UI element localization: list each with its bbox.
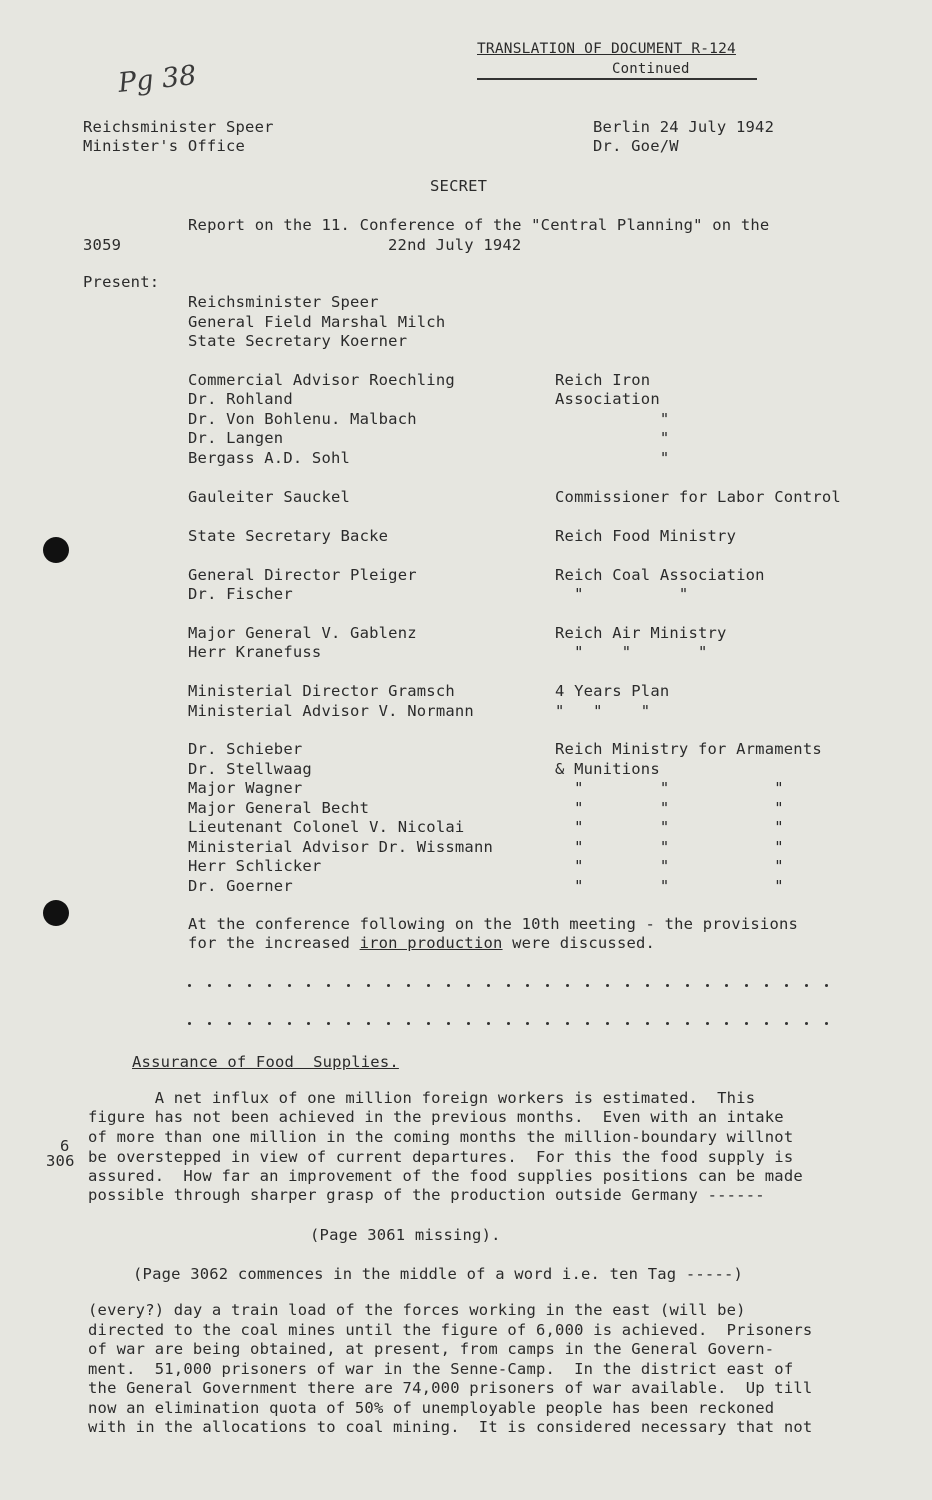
dot [626, 1022, 629, 1025]
dot [606, 984, 609, 987]
organization: " " " [555, 818, 784, 836]
organization: Reich Air Ministry [555, 624, 727, 642]
dot [427, 984, 430, 987]
dot [467, 984, 470, 987]
dot [367, 1022, 370, 1025]
note-underlined-text: iron production [359, 934, 503, 952]
attendee: Dr. Schieber [188, 740, 303, 758]
dot [646, 1022, 649, 1025]
attendee: Gauleiter Sauckel [188, 488, 351, 506]
paragraph-line: figure has not been achieved in the previous months. Even with an intake [88, 1108, 784, 1126]
dot [825, 1022, 828, 1025]
attendee: Herr Kranefuss [188, 643, 322, 661]
attendee: Commercial Advisor Roechling [188, 371, 455, 389]
dot [387, 1022, 390, 1025]
organization: Reich Ministry for Armaments [555, 740, 822, 758]
dot [347, 984, 350, 987]
dot [288, 984, 291, 987]
paragraph-line: be overstepped in view of current departures. For this the food supply is [88, 1148, 794, 1166]
punch-hole [43, 900, 69, 926]
dot [765, 984, 768, 987]
dot [407, 1022, 410, 1025]
paragraph-line: ment. 51,000 prisoners of war in the Senne-Camp. In the district east of [88, 1360, 794, 1378]
page-commences-note: (Page 3062 commences in the middle of a word i.e. ten Tag -----) [133, 1265, 744, 1283]
attendee: Lieutenant Colonel V. Nicolai [188, 818, 465, 836]
dot [546, 1022, 549, 1025]
dot [387, 984, 390, 987]
paragraph-line: possible through sharper grasp of the production outside Germany ------ [88, 1186, 765, 1204]
dot [745, 1022, 748, 1025]
report-title-line-2: 22nd July 1942 [388, 236, 522, 254]
attendee: Dr. Stellwaag [188, 760, 312, 778]
dot [566, 984, 569, 987]
continued-label: Continued [612, 61, 690, 77]
dot [188, 1022, 191, 1025]
organization: " " " [555, 799, 784, 817]
dot [228, 1022, 231, 1025]
organization: Reich Iron [555, 371, 651, 389]
dot [686, 984, 689, 987]
attendee: Reichsminister Speer [188, 293, 379, 311]
dot [745, 984, 748, 987]
dot [228, 984, 231, 987]
organization: " " " [555, 643, 708, 661]
attendee: Major General Becht [188, 799, 370, 817]
dot [825, 984, 828, 987]
dot [268, 984, 271, 987]
dot [785, 1022, 788, 1025]
dot [626, 984, 629, 987]
paragraph-line: of more than one million in the coming months the million-boundary willnot [88, 1128, 794, 1146]
sender-line-2: Minister's Office [83, 137, 246, 155]
paragraph-line: of war are being obtained, at present, from camps in the General Govern- [88, 1340, 775, 1358]
conference-note-line-2 [188, 934, 655, 954]
letter-date: Berlin 24 July 1942 [593, 118, 775, 136]
dot [686, 1022, 689, 1025]
attendee: Dr. Goerner [188, 877, 293, 895]
section-heading: Assurance of Food Supplies. [132, 1053, 399, 1071]
organization: Reich Coal Association [555, 566, 765, 584]
dot [427, 1022, 430, 1025]
attendee: General Director Pleiger [188, 566, 417, 584]
paragraph-line: with in the allocations to coal mining. It is considered necessary that not [88, 1418, 813, 1436]
dot [307, 984, 310, 987]
dot [666, 984, 669, 987]
dot [666, 1022, 669, 1025]
classification: SECRET [430, 177, 488, 195]
attendee: Major General V. Gablenz [188, 624, 417, 642]
paragraph-line: (every?) day a train load of the forces working in the east (will be) [88, 1301, 746, 1319]
attendee: Ministerial Advisor Dr. Wissmann [188, 838, 494, 856]
dot [606, 1022, 609, 1025]
dot [327, 984, 330, 987]
organization: " " " [555, 877, 784, 895]
dot [725, 1022, 728, 1025]
dot [507, 984, 510, 987]
dot [327, 1022, 330, 1025]
attendee: General Field Marshal Milch [188, 313, 446, 331]
dot [208, 984, 211, 987]
dot [447, 1022, 450, 1025]
attendee: State Secretary Backe [188, 527, 389, 545]
dot [526, 1022, 529, 1025]
organization: & Munitions [555, 760, 660, 778]
attendee: Dr. Rohland [188, 390, 293, 408]
paragraph-line: the General Government there are 74,000 prisoners of war available. Up till [88, 1379, 813, 1397]
dot [307, 1022, 310, 1025]
organization: 4 Years Plan [555, 682, 670, 700]
dot [785, 984, 788, 987]
dot [347, 1022, 350, 1025]
sender-line-1: Reichsminister Speer [83, 118, 274, 136]
margin-number: 306 [46, 1152, 75, 1170]
dotted-separator [188, 1022, 828, 1028]
dot [586, 984, 589, 987]
organization: " [555, 410, 670, 428]
attendee: Bergass A.D. Sohl [188, 449, 351, 467]
organization: " [555, 449, 670, 467]
dot [805, 984, 808, 987]
translation-header: TRANSLATION OF DOCUMENT R-124 [477, 41, 736, 57]
dot [487, 1022, 490, 1025]
paragraph-line: now an elimination quota of 50% of unemployable people has been reckoned [88, 1399, 775, 1417]
handwritten-page-note: Pg 38 [116, 59, 198, 100]
organization: " " [555, 585, 689, 603]
dot [566, 1022, 569, 1025]
paragraph-line: A net influx of one million foreign workers is estimated. This [88, 1089, 756, 1107]
organization: Association [555, 390, 660, 408]
attendee: Dr. Fischer [188, 585, 293, 603]
dot [526, 984, 529, 987]
present-label: Present: [83, 273, 160, 291]
page-missing-note: (Page 3061 missing). [310, 1226, 501, 1244]
header-rule [477, 78, 757, 80]
note-text: for the increased [188, 934, 360, 952]
dot [248, 984, 251, 987]
dot [546, 984, 549, 987]
attendee: State Secretary Koerner [188, 332, 408, 350]
attendee: Herr Schlicker [188, 857, 322, 875]
dot [447, 984, 450, 987]
note-text: were discussed. [502, 934, 656, 952]
dot [288, 1022, 291, 1025]
dot [706, 1022, 709, 1025]
dot [586, 1022, 589, 1025]
organization: " [555, 429, 670, 447]
organization: " " " [555, 779, 784, 797]
organization: Reich Food Ministry [555, 527, 737, 545]
dot [706, 984, 709, 987]
attendee: Ministerial Advisor V. Normann [188, 702, 474, 720]
dot [188, 984, 191, 987]
dot [407, 984, 410, 987]
organization: " " " [555, 702, 651, 720]
dot [248, 1022, 251, 1025]
dot [765, 1022, 768, 1025]
dotted-separator [188, 984, 828, 990]
dot [367, 984, 370, 987]
reference: Dr. Goe/W [593, 137, 679, 155]
report-title-line-1: Report on the 11. Conference of the "Central Planning" on the [188, 216, 770, 234]
attendee: Major Wagner [188, 779, 303, 797]
dot [487, 984, 490, 987]
attendee: Dr. Von Bohlenu. Malbach [188, 410, 417, 428]
organization: " " " [555, 857, 784, 875]
dot [268, 1022, 271, 1025]
conference-note-line-1: At the conference following on the 10th meeting - the provisions [188, 915, 799, 933]
punch-hole [43, 537, 69, 563]
dot [507, 1022, 510, 1025]
dot [805, 1022, 808, 1025]
attendee: Dr. Langen [188, 429, 284, 447]
attendee: Ministerial Director Gramsch [188, 682, 455, 700]
margin-number: 6 [60, 1137, 70, 1155]
organization: " " " [555, 838, 784, 856]
page-number: 3059 [83, 236, 122, 254]
dot [646, 984, 649, 987]
organization: Commissioner for Labor Control [555, 488, 841, 506]
paragraph-line: assured. How far an improvement of the food supplies positions can be made [88, 1167, 803, 1185]
dot [208, 1022, 211, 1025]
dot [725, 984, 728, 987]
dot [467, 1022, 470, 1025]
paragraph-line: directed to the coal mines until the figure of 6,000 is achieved. Prisoners [88, 1321, 813, 1339]
